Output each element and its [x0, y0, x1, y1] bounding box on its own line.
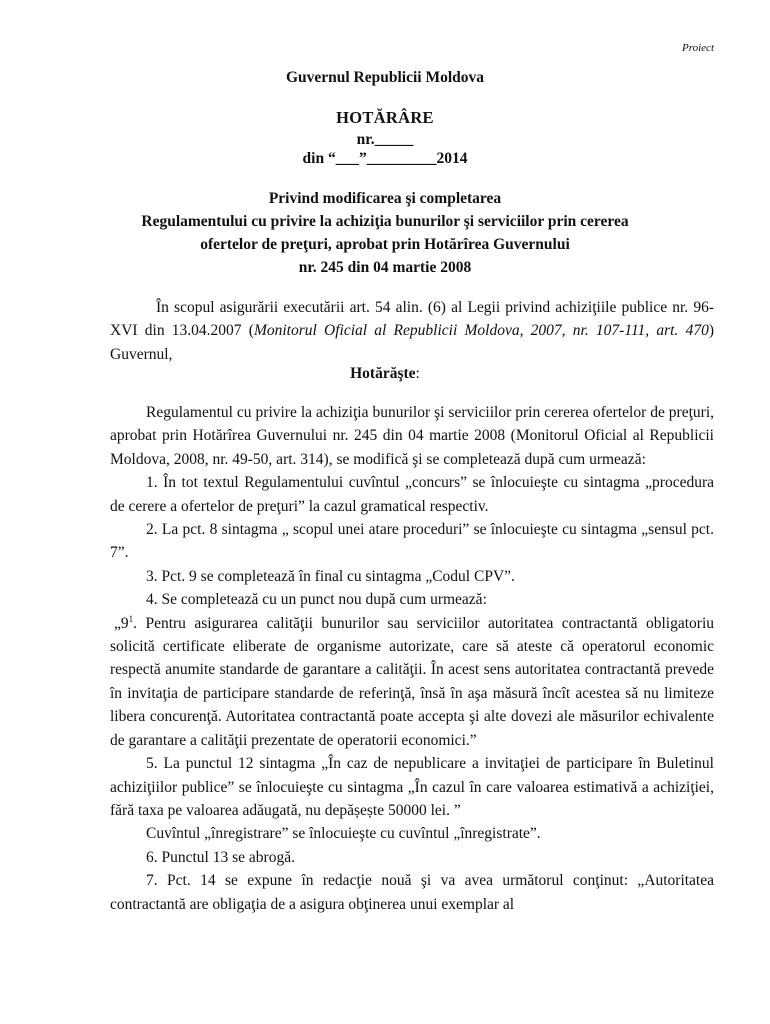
paragraph-6: 6. Punctul 13 se abrogă. [146, 848, 295, 866]
decides-heading [0, 365, 770, 383]
paragraph-main: Regulamentul cu privire la achiziţia bunurilor şi serviciilor prin cererea ofertelor de preţuri, aprobat prin Hotărîrea Guvernului nr. 245 din 04 martie 2008 (Monitorul Oficial al Republicii Moldova, 2008, nr. 49-50, art. 314), se modifică şi se completează după cum urmează: [110, 404, 714, 468]
intro-text-1: În scopul asigurării executării art. 54 alin. (6) al Legii privind achiziţiile publice nr. 96-XVI din 13.04.2007 ( [110, 299, 714, 340]
paragraph-4-new-point [110, 612, 714, 752]
paragraph-3: 3. Pct. 9 se completează în final cu sintagma „Codul CPV”. [146, 567, 515, 585]
intro-citation: Monitorul Oficial al Republicii Moldova, 2007, nr. 107-111, art. 470 [253, 322, 709, 340]
document-number-line: nr._____ [356, 131, 414, 148]
title-line-2: Regulamentului cu privire la achiziţia bunurilor şi serviciilor prin cererea [141, 213, 629, 230]
paragraph-5b: Cuvîntul „înregistrare” se înlocuieşte cu cuvîntul „înregistrate”. [146, 825, 541, 843]
new-point-text: . Pentru asigurarea calităţii bunurilor sau serviciilor autoritatea contractantă obligatoriu solicită certificate eliberate de organisme autorizate, care să ateste că operatorul economic respectă anumite standarde de garantare a calităţii. În acest sens autoritatea contractantă prevede în invitaţia de participare standarde de referinţă, însă în aşa măsură încît acestea să nu limiteze libera concurenţă. Autoritatea contractantă poate accepta şi alte dovezi ale măsurilor echivalente de garantare a calităţii prezentate de operatorii economici.” [110, 614, 714, 749]
decides-word: Hotărăşte [350, 365, 416, 382]
title-line-3: ofertelor de preţuri, aprobat prin Hotărîrea Guvernului [200, 236, 570, 253]
decides-colon: : [415, 365, 420, 382]
paragraph-5: 5. La punctul 12 sintagma „În caz de nepublicare a invitaţiei de participare în Buletinul achiziţiilor publice” se înlocuieşte cu sintagma „În cazul în care valoarea estimativă a achiziţiei, fără taxa pe valoarea adăugată, nu depășește 50000 lei. ” [110, 755, 714, 819]
document-title [0, 187, 770, 279]
paragraph-4: 4. Se completează cu un punct nou după cum urmează: [146, 591, 487, 609]
title-line-1: Privind modificarea şi completarea [268, 190, 502, 207]
paragraph-2: 2. La pct. 8 sintagma „ scopul unei atare proceduri” se înlocuieşte cu sintagma „sensul pct. 7”. [110, 521, 714, 562]
document-type-heading: HOTĂRÂRE [336, 108, 434, 127]
intro-paragraph [110, 296, 714, 366]
title-line-4: nr. 245 din 04 martie 2008 [298, 259, 472, 276]
new-point-number: „9 [114, 614, 129, 632]
paragraph-1: 1. În tot textul Regulamentului cuvîntul „concurs” se înlocuieşte cu sintagma „procedura de cerere a ofertelor de preţuri” la cazul gramatical respectiv. [110, 474, 714, 515]
new-point-superscript: 1 [128, 613, 134, 624]
government-heading: Guvernul Republicii Moldova [285, 69, 485, 86]
main-body [110, 401, 714, 916]
paragraph-7: 7. Pct. 14 se expune în redacţie nouă şi va avea următorul conţinut: „Autoritatea contractantă are obligaţia de a asigura obţinerea unui exemplar al [110, 872, 714, 913]
project-label: Proiect [682, 42, 714, 54]
document-date-line: din “___”_________2014 [302, 150, 468, 167]
intro-text-2: ) Guvernul, [110, 322, 714, 363]
